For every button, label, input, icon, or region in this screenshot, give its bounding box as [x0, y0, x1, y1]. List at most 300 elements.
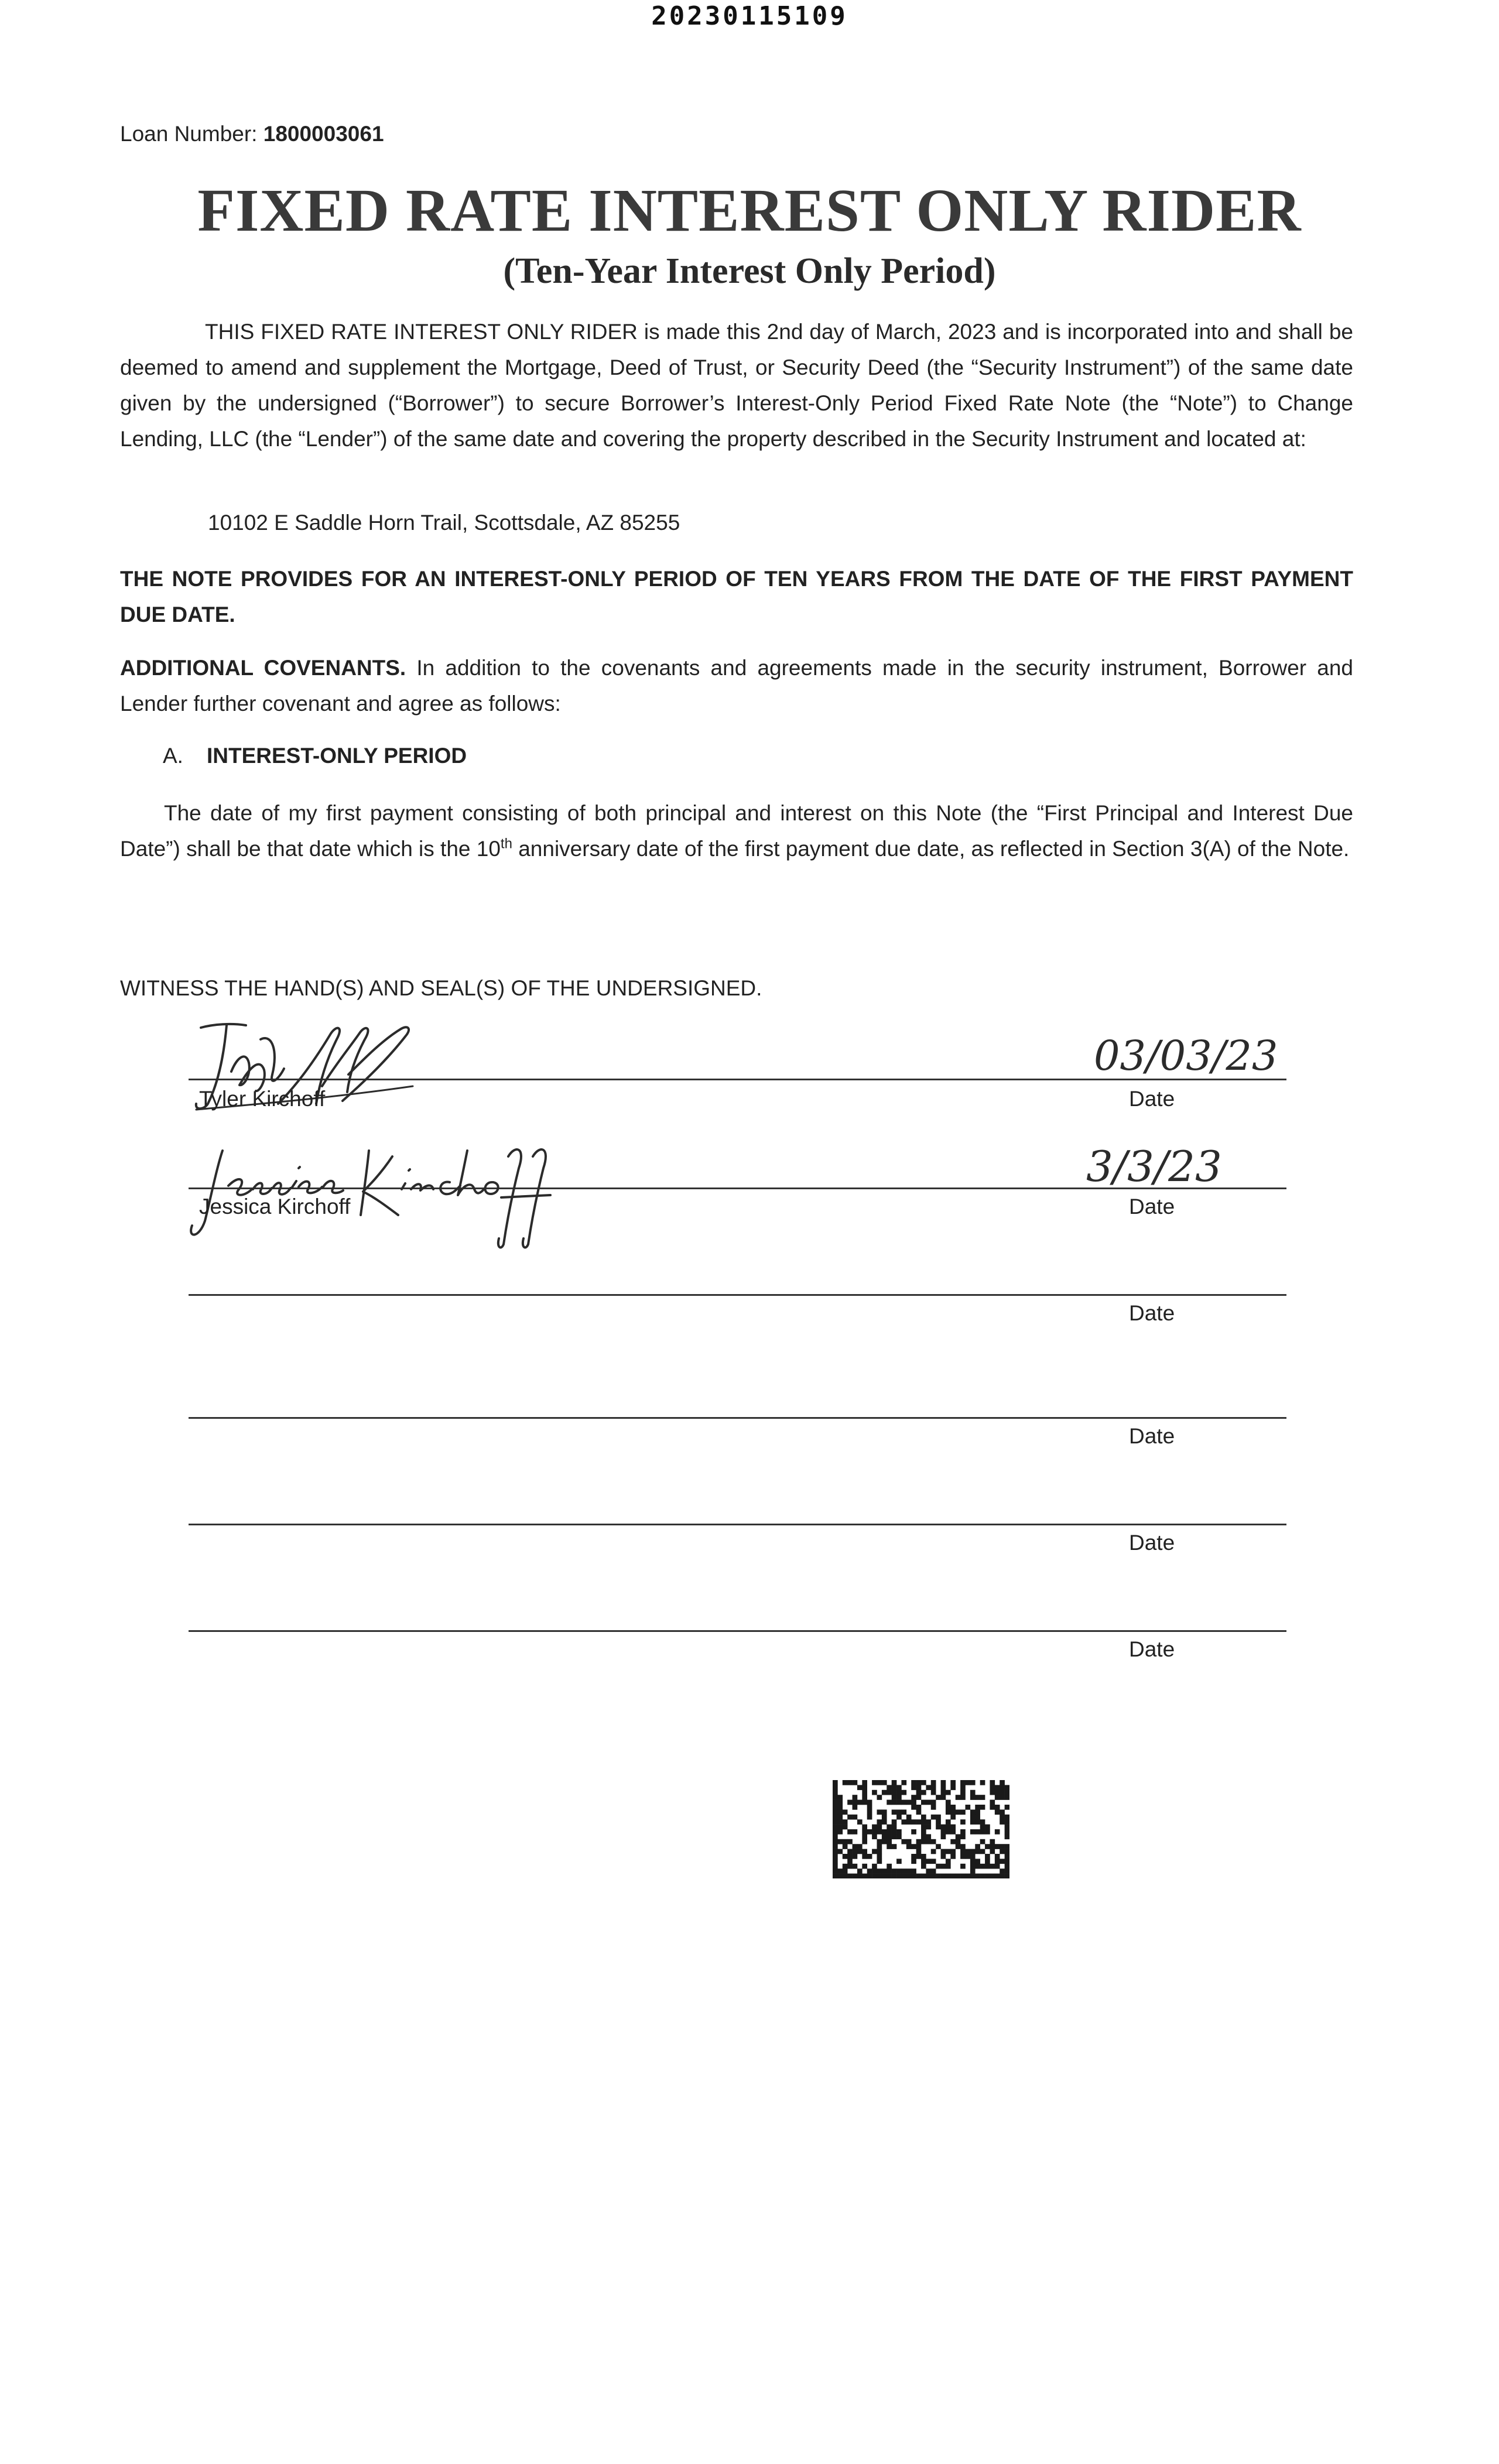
- barcode-module: [995, 1854, 1000, 1859]
- barcode-module: [847, 1874, 853, 1878]
- barcode-module: [911, 1829, 916, 1835]
- barcode-module: [843, 1868, 848, 1874]
- barcode-module: [843, 1825, 848, 1830]
- barcode-module: [941, 1795, 946, 1800]
- barcode-module: [833, 1849, 838, 1854]
- barcode-module: [906, 1844, 912, 1849]
- barcode-module: [833, 1874, 838, 1878]
- barcode-module: [882, 1874, 887, 1878]
- barcode-module: [995, 1795, 1000, 1800]
- section-a-body-after: anniversary date of the first payment due date, as reflected in Section 3(A) of the Note.: [512, 837, 1350, 861]
- barcode-module: [901, 1780, 906, 1785]
- barcode-module: [862, 1780, 867, 1785]
- barcode-module: [853, 1874, 858, 1878]
- barcode-module: [931, 1790, 936, 1795]
- barcode-module: [1005, 1829, 1009, 1835]
- barcode-module: [906, 1819, 912, 1825]
- barcode-module: [916, 1819, 922, 1825]
- barcode-module: [833, 1864, 838, 1869]
- barcode-module: [853, 1780, 858, 1785]
- barcode-module: [862, 1874, 867, 1878]
- barcode-module: [843, 1854, 848, 1859]
- barcode-module: [833, 1839, 838, 1844]
- barcode-module: [1000, 1849, 1005, 1854]
- barcode-module: [857, 1874, 863, 1878]
- barcode-module: [950, 1839, 956, 1844]
- barcode-module: [921, 1874, 926, 1878]
- barcode-module: [926, 1868, 931, 1874]
- barcode-module: [892, 1780, 897, 1785]
- barcode-module: [941, 1849, 946, 1854]
- barcode-module: [990, 1805, 995, 1810]
- barcode-module: [995, 1809, 1000, 1815]
- barcode-module: [877, 1839, 882, 1844]
- section-a-heading: [163, 744, 467, 768]
- barcode-module: [1005, 1834, 1009, 1839]
- barcode-module: [931, 1874, 936, 1878]
- covenants-lead: ADDITIONAL COVENANTS.: [120, 656, 406, 680]
- date-label-1: Date: [1129, 1087, 1175, 1111]
- barcode-module: [882, 1780, 887, 1785]
- barcode-module: [911, 1819, 916, 1825]
- barcode-module: [872, 1868, 877, 1874]
- barcode-module: [892, 1825, 897, 1830]
- barcode-module: [887, 1839, 892, 1844]
- barcode-module: [853, 1829, 858, 1835]
- barcode-module: [946, 1809, 951, 1815]
- barcode-module: [867, 1829, 872, 1835]
- barcode-module: [867, 1854, 872, 1859]
- barcode-module: [921, 1825, 926, 1830]
- barcode-module: [872, 1790, 877, 1795]
- section-a-body: [120, 795, 1353, 867]
- barcode-module: [911, 1844, 916, 1849]
- section-a-body-before: The date of my first payment consisting of both principal and interest on this Note (the “First Principal and Interest Due Date”) shall be that date which is the 10: [120, 801, 1353, 861]
- loan-number-value: 1800003061: [263, 122, 384, 146]
- barcode-module: [833, 1868, 838, 1874]
- intro-text: THIS FIXED RATE INTEREST ONLY RIDER is made this 2nd day of March, 2023 and is incorporated into and shall be deemed to amend and supplement the Mortgage, Deed of Trust, or Security Deed (the “Security Instrument”) of the same date given by the undersigned (“Borrower”) to secure Borrower’s Interest-Only Period Fixed Rate Note (the “Note”) to Change Lending, LLC (the “Lender”) of the same date and covering the property described in the Security Instrument and located at:: [120, 320, 1353, 451]
- barcode-module: [946, 1864, 951, 1869]
- barcode-module: [843, 1809, 848, 1815]
- barcode-module: [911, 1780, 916, 1785]
- barcode-module: [936, 1825, 941, 1830]
- barcode-module: [956, 1844, 961, 1849]
- barcode-module: [980, 1864, 985, 1869]
- barcode-module: [837, 1815, 843, 1820]
- barcode-module: [956, 1839, 961, 1844]
- barcode-module: [960, 1790, 966, 1795]
- signature-line-3: [189, 1294, 1286, 1296]
- barcode-module: [950, 1780, 956, 1785]
- barcode-module: [990, 1839, 995, 1844]
- barcode-module: [887, 1864, 892, 1869]
- date-label-5: Date: [1129, 1531, 1175, 1555]
- barcode-module: [916, 1805, 922, 1810]
- data-matrix-barcode: [833, 1780, 1009, 1878]
- witness-statement: WITNESS THE HAND(S) AND SEAL(S) OF THE UNDERSIGNED.: [120, 976, 762, 1000]
- barcode-module: [882, 1815, 887, 1820]
- barcode-module: [950, 1854, 956, 1859]
- barcode-module: [872, 1864, 877, 1869]
- barcode-module: [901, 1790, 906, 1795]
- barcode-module: [931, 1868, 936, 1874]
- barcode-module: [901, 1874, 906, 1878]
- barcode-module: [970, 1829, 976, 1835]
- barcode-module: [877, 1780, 882, 1785]
- barcode-module: [921, 1834, 926, 1839]
- barcode-module: [980, 1805, 985, 1810]
- barcode-module: [901, 1868, 906, 1874]
- barcode-module: [995, 1790, 1000, 1795]
- barcode-module: [857, 1785, 863, 1790]
- barcode-module: [872, 1829, 877, 1835]
- barcode-module: [916, 1849, 922, 1854]
- barcode-module: [980, 1839, 985, 1844]
- barcode-module: [946, 1800, 951, 1805]
- handwritten-date-2: 3/3/23: [1086, 1142, 1222, 1191]
- barcode-module: [990, 1864, 995, 1869]
- barcode-module: [847, 1839, 853, 1844]
- barcode-module: [960, 1834, 966, 1839]
- barcode-module: [970, 1795, 976, 1800]
- barcode-module: [985, 1844, 990, 1849]
- barcode-module: [892, 1868, 897, 1874]
- barcode-module: [877, 1868, 882, 1874]
- barcode-module: [867, 1800, 872, 1805]
- barcode-module: [950, 1874, 956, 1878]
- barcode-module: [1000, 1874, 1005, 1878]
- barcode-module: [837, 1868, 843, 1874]
- barcode-module: [833, 1815, 838, 1820]
- barcode-module: [941, 1790, 946, 1795]
- barcode-module: [1005, 1859, 1009, 1864]
- barcode-module: [1000, 1790, 1005, 1795]
- barcode-module: [853, 1854, 858, 1859]
- barcode-module: [975, 1805, 980, 1810]
- jessica-kirchoff-signature: [187, 1133, 562, 1250]
- barcode-module: [847, 1854, 853, 1859]
- barcode-module: [916, 1854, 922, 1859]
- barcode-module: [960, 1785, 966, 1790]
- barcode-module: [872, 1825, 877, 1830]
- barcode-module: [892, 1874, 897, 1878]
- barcode-module: [970, 1854, 976, 1859]
- signature-line-6: [189, 1630, 1286, 1632]
- barcode-module: [892, 1834, 897, 1839]
- barcode-module: [862, 1785, 867, 1790]
- barcode-module: [946, 1805, 951, 1810]
- intro-paragraph: [120, 314, 1353, 457]
- barcode-module: [911, 1874, 916, 1878]
- barcode-module: [970, 1780, 976, 1785]
- barcode-module: [950, 1829, 956, 1835]
- barcode-module: [1005, 1849, 1009, 1854]
- barcode-module: [926, 1874, 931, 1878]
- barcode-module: [975, 1874, 980, 1878]
- barcode-module: [995, 1844, 1000, 1849]
- barcode-module: [980, 1825, 985, 1830]
- barcode-module: [960, 1809, 966, 1815]
- barcode-module: [950, 1805, 956, 1810]
- barcode-module: [990, 1844, 995, 1849]
- barcode-module: [1005, 1874, 1009, 1878]
- barcode-module: [995, 1859, 1000, 1864]
- barcode-module: [1000, 1859, 1005, 1864]
- barcode-module: [916, 1809, 922, 1815]
- document-number: 20230115109: [651, 1, 848, 31]
- barcode-module: [1000, 1780, 1005, 1785]
- barcode-module: [946, 1825, 951, 1830]
- barcode-module: [887, 1800, 892, 1805]
- barcode-module: [833, 1844, 838, 1849]
- barcode-module: [941, 1785, 946, 1790]
- barcode-module: [916, 1785, 922, 1790]
- barcode-module: [853, 1844, 858, 1849]
- barcode-module: [882, 1829, 887, 1835]
- barcode-module: [921, 1854, 926, 1859]
- barcode-module: [843, 1874, 848, 1878]
- barcode-module: [950, 1785, 956, 1790]
- barcode-module: [896, 1834, 902, 1839]
- barcode-module: [931, 1785, 936, 1790]
- barcode-module: [882, 1839, 887, 1844]
- barcode-module: [837, 1839, 843, 1844]
- barcode-module: [936, 1864, 941, 1869]
- barcode-module: [936, 1819, 941, 1825]
- barcode-module: [975, 1849, 980, 1854]
- barcode-module: [862, 1825, 867, 1830]
- barcode-module: [853, 1815, 858, 1820]
- barcode-module: [896, 1785, 902, 1790]
- barcode-module: [837, 1809, 843, 1815]
- barcode-module: [877, 1795, 882, 1800]
- barcode-module: [896, 1809, 902, 1815]
- barcode-module: [985, 1864, 990, 1869]
- barcode-module: [867, 1809, 872, 1815]
- barcode-module: [966, 1780, 971, 1785]
- barcode-module: [926, 1825, 931, 1830]
- barcode-module: [833, 1809, 838, 1815]
- signer-name-2: Jessica Kirchoff: [199, 1195, 351, 1219]
- barcode-module: [941, 1874, 946, 1878]
- barcode-module: [857, 1868, 863, 1874]
- barcode-module: [867, 1805, 872, 1810]
- barcode-module: [862, 1839, 867, 1844]
- barcode-module: [970, 1809, 976, 1815]
- barcode-module: [946, 1790, 951, 1795]
- barcode-module: [921, 1780, 926, 1785]
- loan-number-label: Loan Number:: [120, 122, 258, 146]
- signer-name-1: Tyler Kirchoff: [199, 1087, 326, 1111]
- barcode-module: [867, 1815, 872, 1820]
- barcode-module: [862, 1800, 867, 1805]
- barcode-module: [966, 1874, 971, 1878]
- barcode-module: [887, 1834, 892, 1839]
- barcode-module: [960, 1844, 966, 1849]
- barcode-module: [916, 1839, 922, 1844]
- barcode-module: [1005, 1844, 1009, 1849]
- barcode-module: [833, 1795, 838, 1800]
- barcode-module: [853, 1805, 858, 1810]
- barcode-module: [837, 1800, 843, 1805]
- barcode-module: [985, 1829, 990, 1835]
- barcode-module: [921, 1829, 926, 1835]
- barcode-module: [833, 1780, 838, 1785]
- barcode-module: [901, 1819, 906, 1825]
- barcode-module: [862, 1834, 867, 1839]
- barcode-module: [950, 1849, 956, 1854]
- barcode-module: [966, 1849, 971, 1854]
- barcode-module: [921, 1819, 926, 1825]
- barcode-module: [843, 1780, 848, 1785]
- barcode-module: [1005, 1854, 1009, 1859]
- barcode-module: [837, 1819, 843, 1825]
- barcode-module: [892, 1790, 897, 1795]
- barcode-module: [946, 1829, 951, 1835]
- barcode-module: [921, 1790, 926, 1795]
- covenants-text: In addition to the covenants and agreements made in the security instrument, Borrower and Lender further covenant and agree as follows:: [120, 656, 1353, 716]
- barcode-module: [906, 1815, 912, 1820]
- barcode-module: [887, 1844, 892, 1849]
- barcode-module: [1005, 1785, 1009, 1790]
- barcode-module: [931, 1800, 936, 1805]
- barcode-module: [941, 1854, 946, 1859]
- barcode-module: [887, 1785, 892, 1790]
- barcode-module: [837, 1829, 843, 1835]
- barcode-module: [966, 1805, 971, 1810]
- barcode-module: [833, 1859, 838, 1864]
- barcode-module: [970, 1864, 976, 1869]
- barcode-module: [882, 1868, 887, 1874]
- barcode-module: [960, 1874, 966, 1878]
- barcode-module: [837, 1805, 843, 1810]
- barcode-module: [1000, 1868, 1005, 1874]
- barcode-module: [946, 1874, 951, 1878]
- barcode-module: [995, 1805, 1000, 1810]
- barcode-module: [956, 1795, 961, 1800]
- barcode-module: [931, 1815, 936, 1820]
- barcode-module: [833, 1819, 838, 1825]
- section-a-body-sup: th: [500, 836, 512, 852]
- barcode-module: [892, 1809, 897, 1815]
- barcode-module: [980, 1819, 985, 1825]
- additional-covenants: [120, 650, 1353, 721]
- barcode-module: [906, 1874, 912, 1878]
- barcode-module: [887, 1874, 892, 1878]
- barcode-module: [843, 1864, 848, 1869]
- barcode-module: [975, 1844, 980, 1849]
- barcode-module: [892, 1844, 897, 1849]
- barcode-module: [1000, 1785, 1005, 1790]
- barcode-module: [926, 1800, 931, 1805]
- barcode-module: [946, 1849, 951, 1854]
- barcode-module: [862, 1864, 867, 1869]
- barcode-module: [882, 1834, 887, 1839]
- barcode-module: [980, 1829, 985, 1835]
- barcode-module: [1005, 1864, 1009, 1869]
- barcode-module: [837, 1874, 843, 1878]
- date-label-3: Date: [1129, 1301, 1175, 1325]
- barcode-module: [843, 1839, 848, 1844]
- barcode-module: [931, 1839, 936, 1844]
- barcode-module: [921, 1864, 926, 1869]
- barcode-module: [877, 1849, 882, 1854]
- barcode-module: [931, 1859, 936, 1864]
- document-subtitle: (Ten-Year Interest Only Period): [503, 251, 996, 291]
- barcode-module: [970, 1790, 976, 1795]
- barcode-module: [916, 1795, 922, 1800]
- barcode-module: [896, 1815, 902, 1820]
- barcode-module: [995, 1829, 1000, 1835]
- barcode-module: [911, 1800, 916, 1805]
- barcode-module: [941, 1834, 946, 1839]
- barcode-module: [995, 1785, 1000, 1790]
- barcode-module: [877, 1874, 882, 1878]
- barcode-module: [867, 1874, 872, 1878]
- barcode-module: [941, 1864, 946, 1869]
- barcode-module: [975, 1859, 980, 1864]
- barcode-module: [911, 1868, 916, 1874]
- barcode-module: [975, 1809, 980, 1815]
- barcode-module: [1005, 1868, 1009, 1874]
- barcode-module: [975, 1864, 980, 1869]
- barcode-module: [857, 1800, 863, 1805]
- barcode-module: [926, 1785, 931, 1790]
- barcode-module: [950, 1815, 956, 1820]
- property-address: 10102 E Saddle Horn Trail, Scottsdale, AZ 85255: [208, 511, 680, 535]
- barcode-module: [857, 1844, 863, 1849]
- barcode-module: [995, 1864, 1000, 1869]
- barcode-module: [887, 1790, 892, 1795]
- barcode-module: [877, 1854, 882, 1859]
- barcode-module: [970, 1859, 976, 1864]
- barcode-module: [857, 1819, 863, 1825]
- barcode-module: [931, 1849, 936, 1854]
- barcode-module: [901, 1839, 906, 1844]
- barcode-module: [990, 1780, 995, 1785]
- barcode-module: [985, 1854, 990, 1859]
- barcode-module: [936, 1844, 941, 1849]
- barcode-module: [990, 1874, 995, 1878]
- barcode-module: [975, 1819, 980, 1825]
- barcode-module: [1005, 1795, 1009, 1800]
- barcode-module: [960, 1795, 966, 1800]
- barcode-module: [892, 1800, 897, 1805]
- barcode-module: [877, 1809, 882, 1815]
- barcode-module: [877, 1829, 882, 1835]
- barcode-module: [896, 1874, 902, 1878]
- barcode-module: [1005, 1815, 1009, 1820]
- barcode-module: [995, 1874, 1000, 1878]
- barcode-module: [926, 1819, 931, 1825]
- barcode-module: [911, 1859, 916, 1864]
- barcode-module: [877, 1844, 882, 1849]
- barcode-module: [857, 1849, 863, 1854]
- barcode-module: [960, 1854, 966, 1859]
- barcode-module: [921, 1800, 926, 1805]
- barcode-module: [916, 1874, 922, 1878]
- barcode-module: [862, 1790, 867, 1795]
- date-label-6: Date: [1129, 1637, 1175, 1661]
- barcode-module: [847, 1780, 853, 1785]
- barcode-module: [975, 1795, 980, 1800]
- barcode-module: [872, 1780, 877, 1785]
- barcode-module: [847, 1864, 853, 1869]
- document-title: FIXED RATE INTEREST ONLY RIDER: [197, 177, 1302, 244]
- barcode-module: [906, 1868, 912, 1874]
- barcode-module: [872, 1834, 877, 1839]
- barcode-module: [921, 1859, 926, 1864]
